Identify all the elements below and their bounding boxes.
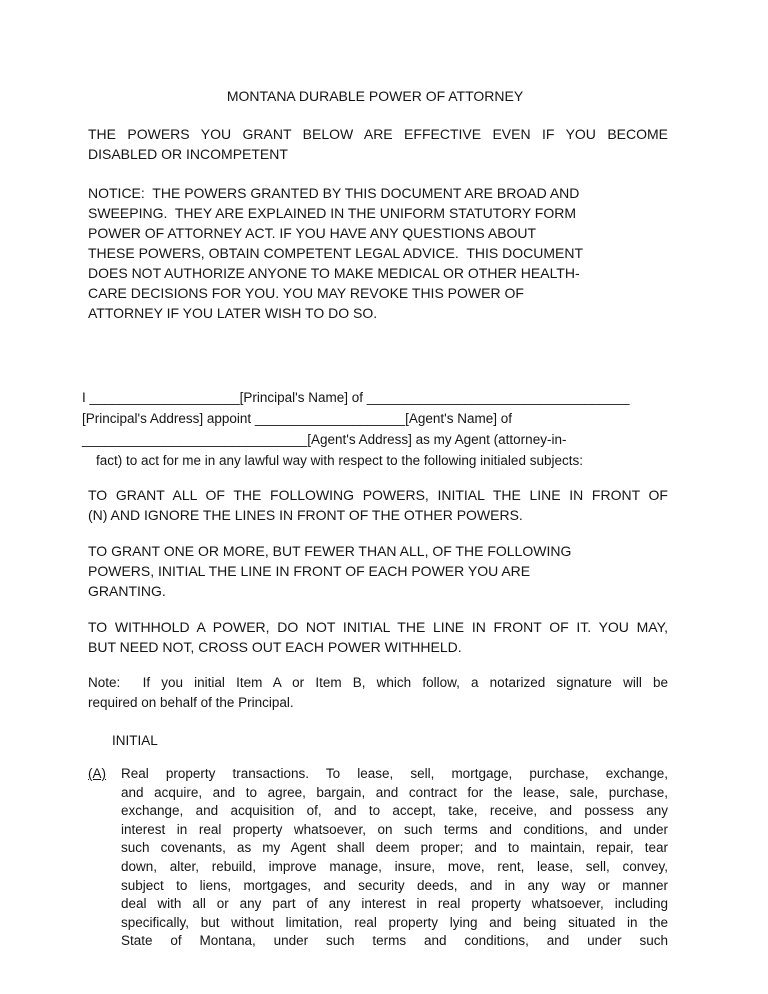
paragraph-effective: THE POWERS YOU GRANT BELOW ARE EFFECTIVE EVEN IF YOU BECOME DISABLED OR INCOMPETENT [88, 126, 668, 162]
item-a [88, 765, 668, 951]
paragraph-note: Note: If you initial Item A or Item B, which follow, a notarized signature will be required on behalf of the Principal. [88, 675, 668, 710]
paragraph-withhold: TO WITHHOLD A POWER, DO NOT INITIAL THE LINE IN FRONT OF IT. YOU MAY, BUT NEED NOT, CROSS OUT EACH POWER WITHHELD. [88, 619, 668, 655]
paragraph-notice: NOTICE: THE POWERS GRANTED BY THIS DOCUMENT ARE BROAD AND SWEEPING. THEY ARE EXPLAINED IN THE UNIFORM STATUTORY FORM POWER OF ATTORNEY ACT. IF YOU HAVE ANY QUESTIONS ABOUT THESE POWERS, OBTAIN COMPETENT LEGAL ADVICE. THIS DOCUMENT DOES NOT AUTHORIZE ANYONE TO MAKE MEDICAL OR OTHER HEALTH- CARE DECISIONS FOR YOU. YOU MAY REVOKE THIS POWER OF ATTORNEY IF YOU LATER WISH TO DO SO. [88, 185, 584, 321]
paragraph-grant-all: TO GRANT ALL OF THE FOLLOWING POWERS, INITIAL THE LINE IN FRONT OF (N) AND IGNORE THE LINES IN FRONT OF THE OTHER POWERS. [88, 487, 668, 523]
appointment-section: I ____________________[Principal's Name] of ___________________________________ [Principal's Address] appoint ____________________[Agent's Name] of ______________________________[Agent's Address] as my Agent (attorney-in- fact) to act for me in any lawful way with respect to the following initialed subjects: [82, 390, 630, 468]
document-title: MONTANA DURABLE POWER OF ATTORNEY [226, 88, 524, 104]
initial-label: INITIAL [112, 733, 158, 748]
paragraph-grant-some: TO GRANT ONE OR MORE, BUT FEWER THAN ALL, OF THE FOLLOWING POWERS, INITIAL THE LINE IN FRONT OF EACH POWER YOU ARE GRANTING. [88, 543, 572, 599]
item-a-text: Real property transactions. To lease, sell, mortgage, purchase, exchange, and acquire, and to agree, bargain, and contract for the lease, sale, purchase, exchange, and acquisition of, and to accept, take, receive, and possess any interest in real property whatsoever, on such terms and conditions, and under such covenants, as my Agent shall deem proper; and to maintain, repair, tear down, alter, rebuild, improve manage, insure, move, rent, lease, sell, convey, subject to liens, mortgages, and security deeds, and in any way or manner deal with all or any part of any interest in real property whatsoever, including specifically, but without limitation, real property lying and being situated in the State of Montana, under such terms and conditions, and under such [121, 766, 668, 949]
item-a-label: (A) [88, 766, 106, 781]
